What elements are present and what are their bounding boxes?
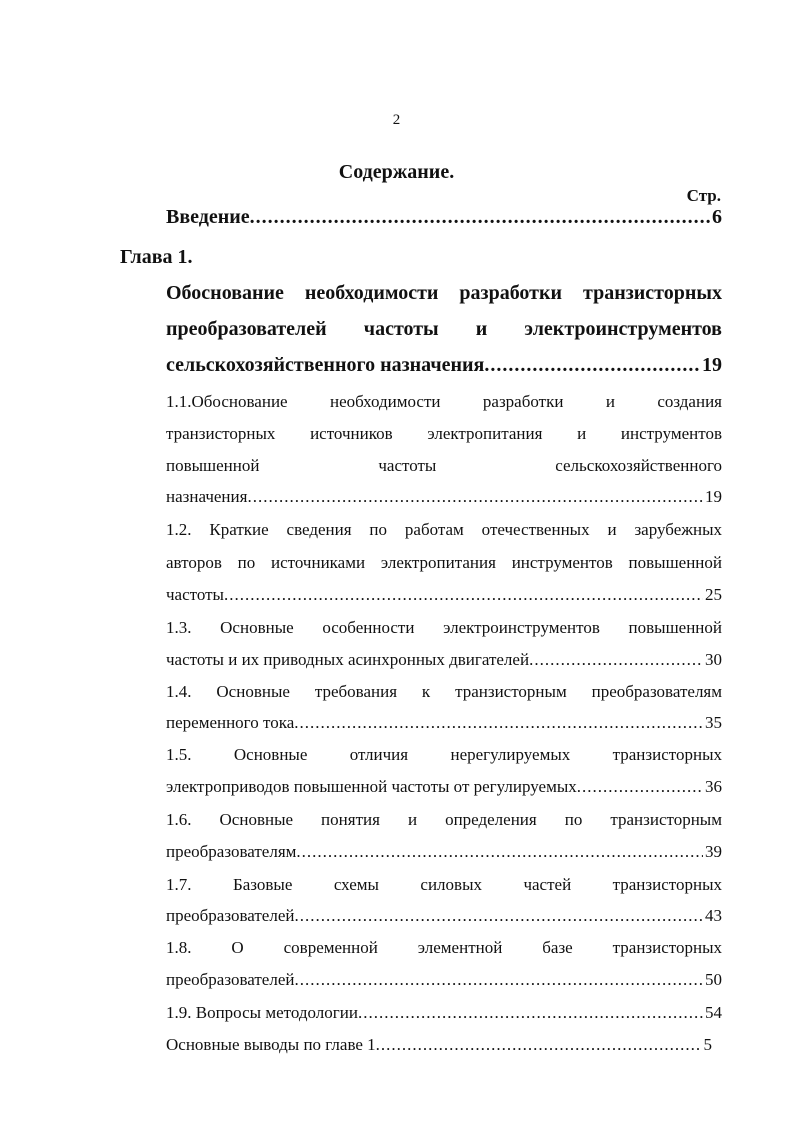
section-line: 1.6. Основные понятия и определения по транзисторным xyxy=(166,810,722,829)
section-last-text: электроприводов повышенной частоты от регулируемых xyxy=(166,777,577,796)
section-line: 1.1.Обоснование необходимости разработки и создания xyxy=(166,392,722,411)
leader-dots xyxy=(294,970,703,990)
section-page: 36 xyxy=(705,777,722,796)
section-last-text: преобразователям xyxy=(166,842,297,861)
section-page: 19 xyxy=(705,487,722,506)
toc-entry-1-4[interactable] xyxy=(166,713,722,741)
section-last-text: частоты и их приводных асинхронных двигателей xyxy=(166,650,530,669)
section-page: 39 xyxy=(705,842,722,861)
page-number: 2 xyxy=(392,112,401,128)
toc-entry-1-9[interactable] xyxy=(166,1003,722,1031)
section-line: 1.3. Основные особенности электроинструментов повышенной xyxy=(166,618,722,637)
section-last-text: 1.9. Вопросы методологии xyxy=(166,1003,358,1022)
toc-intro[interactable] xyxy=(166,206,722,234)
section-page: 50 xyxy=(705,970,722,989)
section-last-text: преобразователей xyxy=(166,906,295,925)
leader-dots xyxy=(224,585,703,605)
leader-dots xyxy=(376,1035,702,1055)
toc-entry-1-5[interactable] xyxy=(166,777,722,805)
toc-intro-page: 6 xyxy=(712,206,722,228)
section-page: 5 xyxy=(703,1035,712,1054)
chapter-title-text: сельскохозяйственного назначения xyxy=(166,354,485,376)
section-last-text: частоты xyxy=(166,585,224,604)
toc-entry-1-6[interactable] xyxy=(166,842,722,870)
leader-dots xyxy=(577,777,703,797)
toc-entry-1-7[interactable] xyxy=(166,906,722,934)
toc-entry-conclusions[interactable] xyxy=(166,1035,712,1063)
section-page: 43 xyxy=(705,906,722,925)
section-page: 25 xyxy=(705,585,722,604)
section-page: 54 xyxy=(705,1003,722,1022)
section-line: авторов по источниками электропитания инструментов повышенной xyxy=(166,553,722,572)
toc-entry-1-2[interactable] xyxy=(166,585,722,613)
leader-dots xyxy=(358,1003,703,1023)
chapter-label: Глава 1. xyxy=(120,246,193,268)
section-last-text: преобразователей xyxy=(166,970,295,989)
section-last-text: Основные выводы по главе 1 xyxy=(166,1035,376,1054)
section-line: 1.2. Краткие сведения по работам отечественных и зарубежных xyxy=(166,520,722,539)
section-line: транзисторных источников электропитания и инструментов xyxy=(166,424,722,443)
section-last-text: переменного тока xyxy=(166,713,295,732)
section-line: 1.4. Основные требования к транзисторным преобразователям xyxy=(166,682,722,701)
leader-dots xyxy=(294,906,703,926)
section-line: повышенной частоты сельскохозяйственного xyxy=(166,456,722,475)
chapter-title-line: преобразователей частоты и электроинструментов xyxy=(166,318,722,340)
leader-dots xyxy=(296,842,703,862)
toc-entry-1-1[interactable] xyxy=(166,487,722,515)
toc-title: Содержание. xyxy=(338,161,455,183)
chapter-title-last[interactable] xyxy=(166,354,722,382)
leader-dots xyxy=(247,487,703,507)
leader-dots xyxy=(484,354,700,377)
section-last-text: назначения xyxy=(166,487,248,506)
section-page: 30 xyxy=(705,650,722,669)
chapter-title-line: Обоснование необходимости разработки транзисторных xyxy=(166,282,722,304)
leader-dots xyxy=(529,650,703,670)
section-line: 1.8. О современной элементной базе транзисторных xyxy=(166,938,722,957)
section-line: 1.7. Базовые схемы силовых частей транзисторных xyxy=(166,875,722,894)
section-line: 1.5. Основные отличия нерегулируемых транзисторных xyxy=(166,745,722,764)
chapter-title-page: 19 xyxy=(702,354,722,376)
toc-intro-label: Введение xyxy=(166,206,250,228)
toc-entry-1-3[interactable] xyxy=(166,650,722,678)
page-column-label: Стр. xyxy=(686,186,721,205)
leader-dots xyxy=(294,713,703,733)
section-page: 35 xyxy=(705,713,722,732)
leader-dots xyxy=(250,206,710,229)
toc-entry-1-8[interactable] xyxy=(166,970,722,998)
